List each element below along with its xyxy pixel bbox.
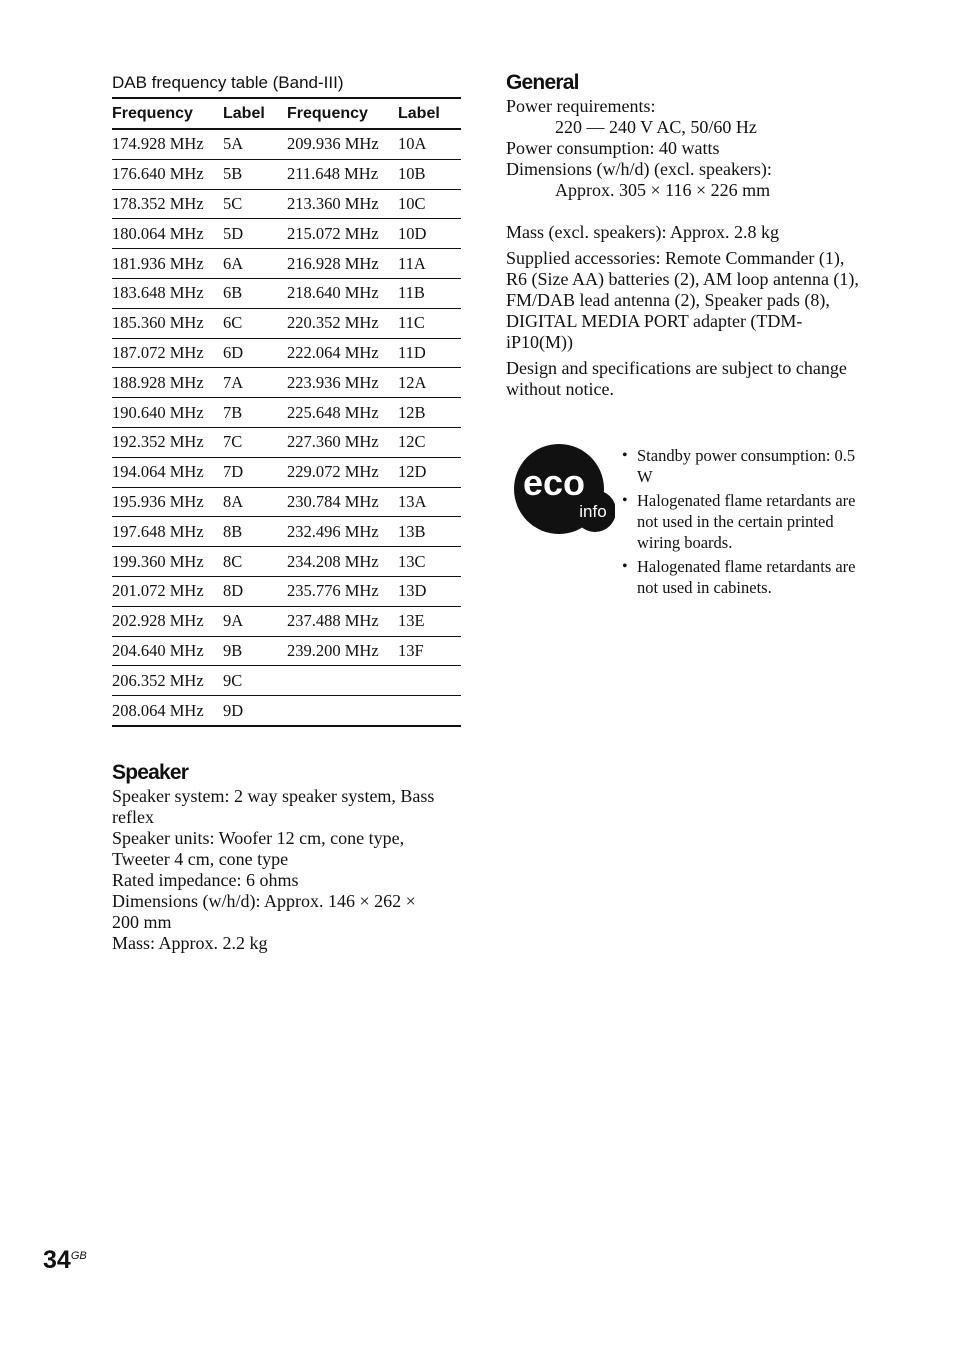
- cell-frequency: 190.640 MHz: [112, 398, 223, 428]
- table-header-row: [112, 98, 461, 129]
- cell-frequency: 209.936 MHz: [287, 129, 398, 159]
- cell-frequency: 197.648 MHz: [112, 517, 223, 547]
- cell-frequency: 235.776 MHz: [287, 576, 398, 606]
- speaker-line: Speaker system: 2 way speaker system, Bass: [112, 785, 435, 806]
- cell-label: 11C: [398, 308, 461, 338]
- cell-label: 13C: [398, 547, 461, 577]
- cell-frequency: 181.936 MHz: [112, 249, 223, 279]
- supplied-accessories: Supplied accessories: Remote Commander (1), R6 (Size AA) batteries (2), AM loop antenna (1), FM/DAB lead antenna (2), Speaker pads (8), DIGITAL MEDIA PORT adapter (TDM-iP10(M)): [506, 248, 859, 352]
- cell-label: 10B: [398, 159, 461, 189]
- dimensions-value: Approx. 305 × 116 × 226 mm: [555, 180, 771, 200]
- table-row: [112, 249, 461, 279]
- cell-frequency: 178.352 MHz: [112, 189, 223, 219]
- table-row: [112, 427, 461, 457]
- eco-info-logo-icon: [509, 444, 615, 536]
- cell-label: 8C: [223, 547, 287, 577]
- cell-frequency: 225.648 MHz: [287, 398, 398, 428]
- general-heading: General: [506, 71, 579, 94]
- eco-logo-word-top: eco: [522, 462, 586, 503]
- cell-label: 9A: [223, 606, 287, 636]
- cell-label: 13E: [398, 606, 461, 636]
- eco-list-item: [620, 490, 860, 553]
- cell-label: 11B: [398, 278, 461, 308]
- table-row: [112, 398, 461, 428]
- header-frequency-2: Frequency: [287, 98, 398, 129]
- cell-label: 8A: [223, 487, 287, 517]
- design-notice: Design and specifications are subject to change without notice.: [506, 358, 847, 399]
- speaker-line: Rated impedance: 6 ohms: [112, 869, 299, 890]
- dimensions-label: Dimensions (w/h/d) (excl. speakers):: [506, 159, 772, 179]
- cell-label: 10D: [398, 219, 461, 249]
- cell-label: 12C: [398, 427, 461, 457]
- page-number-value: 34: [43, 1246, 71, 1274]
- speaker-specs: [112, 786, 461, 954]
- cell-frequency: 229.072 MHz: [287, 457, 398, 487]
- cell-frequency: [287, 696, 398, 726]
- dab-table-caption: DAB frequency table (Band-III): [112, 73, 344, 92]
- eco-logo-word-bottom: info: [579, 502, 607, 521]
- table-row: [112, 338, 461, 368]
- general-specs: [506, 96, 866, 400]
- cell-frequency: 216.928 MHz: [287, 249, 398, 279]
- cell-label: 9B: [223, 636, 287, 666]
- table-row: [112, 696, 461, 726]
- cell-label: 6A: [223, 249, 287, 279]
- cell-label: 8B: [223, 517, 287, 547]
- header-label-1: Label: [223, 98, 287, 129]
- cell-label: 12A: [398, 368, 461, 398]
- cell-frequency: 239.200 MHz: [287, 636, 398, 666]
- cell-label: 13B: [398, 517, 461, 547]
- cell-frequency: 187.072 MHz: [112, 338, 223, 368]
- cell-frequency: 211.648 MHz: [287, 159, 398, 189]
- table-row: [112, 606, 461, 636]
- eco-item-text: Halogenated flame retardants are not used in cabinets.: [637, 557, 856, 597]
- table-row: [112, 129, 461, 159]
- power-requirements-label: Power requirements:: [506, 96, 656, 116]
- cell-label: 6C: [223, 308, 287, 338]
- cell-label: 5D: [223, 219, 287, 249]
- speaker-line: Speaker units: Woofer 12 cm, cone type,: [112, 827, 405, 848]
- cell-label: 9C: [223, 666, 287, 696]
- cell-frequency: 222.064 MHz: [287, 338, 398, 368]
- eco-info-block: [506, 443, 866, 613]
- cell-label: 7A: [223, 368, 287, 398]
- cell-label: 9D: [223, 696, 287, 726]
- cell-label: 11A: [398, 249, 461, 279]
- page-number: [43, 1246, 87, 1275]
- cell-frequency: 199.360 MHz: [112, 547, 223, 577]
- cell-label: 8D: [223, 576, 287, 606]
- cell-label: 13A: [398, 487, 461, 517]
- cell-frequency: 188.928 MHz: [112, 368, 223, 398]
- right-column: [506, 70, 866, 400]
- cell-label: [398, 696, 461, 726]
- table-body: [112, 129, 461, 726]
- cell-frequency: 185.360 MHz: [112, 308, 223, 338]
- eco-item-text: Standby power consumption: 0.5 W: [637, 446, 856, 486]
- speaker-section: [112, 760, 461, 954]
- cell-frequency: [287, 666, 398, 696]
- table-row: [112, 547, 461, 577]
- cell-label: 5B: [223, 159, 287, 189]
- speaker-heading: Speaker: [112, 760, 189, 784]
- cell-label: 10A: [398, 129, 461, 159]
- cell-frequency: 220.352 MHz: [287, 308, 398, 338]
- cell-frequency: 237.488 MHz: [287, 606, 398, 636]
- cell-frequency: 230.784 MHz: [287, 487, 398, 517]
- cell-label: 12B: [398, 398, 461, 428]
- power-consumption: Power consumption: 40 watts: [506, 138, 720, 158]
- dab-frequency-table: [112, 97, 461, 727]
- cell-frequency: 174.928 MHz: [112, 129, 223, 159]
- cell-label: 5A: [223, 129, 287, 159]
- eco-list-item: [620, 556, 860, 598]
- eco-item-text: Halogenated flame retardants are not used in the certain printed wiring boards.: [637, 491, 856, 552]
- table-row: [112, 189, 461, 219]
- cell-label: 13F: [398, 636, 461, 666]
- table-row: [112, 487, 461, 517]
- table-row: [112, 636, 461, 666]
- cell-frequency: 227.360 MHz: [287, 427, 398, 457]
- cell-label: [398, 666, 461, 696]
- bullet-icon: •: [622, 492, 628, 509]
- table-row: [112, 368, 461, 398]
- cell-frequency: 215.072 MHz: [287, 219, 398, 249]
- table-row: [112, 576, 461, 606]
- cell-label: 7D: [223, 457, 287, 487]
- power-requirements-value: 220 — 240 V AC, 50/60 Hz: [555, 117, 757, 137]
- eco-list-item: [620, 445, 860, 487]
- speaker-line: Mass: Approx. 2.2 kg: [112, 932, 268, 953]
- cell-label: 7C: [223, 427, 287, 457]
- cell-label: 6B: [223, 278, 287, 308]
- table-row: [112, 219, 461, 249]
- cell-frequency: 208.064 MHz: [112, 696, 223, 726]
- speaker-line: Tweeter 4 cm, cone type: [112, 848, 289, 869]
- mass: Mass (excl. speakers): Approx. 2.8 kg: [506, 222, 779, 242]
- cell-frequency: 194.064 MHz: [112, 457, 223, 487]
- speaker-line: 200 mm: [112, 911, 172, 932]
- table-row: [112, 457, 461, 487]
- cell-label: 12D: [398, 457, 461, 487]
- speaker-line: Dimensions (w/h/d): Approx. 146 × 262 ×: [112, 890, 416, 911]
- table-row: [112, 308, 461, 338]
- speaker-line: reflex: [112, 806, 154, 827]
- table-row: [112, 159, 461, 189]
- bullet-icon: •: [622, 447, 628, 464]
- header-frequency-1: Frequency: [112, 98, 223, 129]
- cell-label: 11D: [398, 338, 461, 368]
- cell-label: 13D: [398, 576, 461, 606]
- cell-frequency: 223.936 MHz: [287, 368, 398, 398]
- cell-frequency: 213.360 MHz: [287, 189, 398, 219]
- table-row: [112, 278, 461, 308]
- cell-label: 6D: [223, 338, 287, 368]
- cell-frequency: 234.208 MHz: [287, 547, 398, 577]
- cell-frequency: 180.064 MHz: [112, 219, 223, 249]
- cell-frequency: 201.072 MHz: [112, 576, 223, 606]
- page-number-suffix: GB: [70, 1250, 87, 1262]
- spacer: [506, 201, 866, 222]
- cell-frequency: 192.352 MHz: [112, 427, 223, 457]
- cell-frequency: 202.928 MHz: [112, 606, 223, 636]
- cell-frequency: 204.640 MHz: [112, 636, 223, 666]
- cell-frequency: 206.352 MHz: [112, 666, 223, 696]
- cell-frequency: 176.640 MHz: [112, 159, 223, 189]
- header-label-2: Label: [398, 98, 461, 129]
- cell-label: 5C: [223, 189, 287, 219]
- bullet-icon: •: [622, 558, 628, 575]
- cell-frequency: 183.648 MHz: [112, 278, 223, 308]
- cell-frequency: 195.936 MHz: [112, 487, 223, 517]
- eco-list: [620, 445, 860, 601]
- cell-frequency: 218.640 MHz: [287, 278, 398, 308]
- cell-label: 10C: [398, 189, 461, 219]
- left-column: [112, 70, 461, 954]
- table-row: [112, 666, 461, 696]
- cell-frequency: 232.496 MHz: [287, 517, 398, 547]
- cell-label: 7B: [223, 398, 287, 428]
- table-row: [112, 517, 461, 547]
